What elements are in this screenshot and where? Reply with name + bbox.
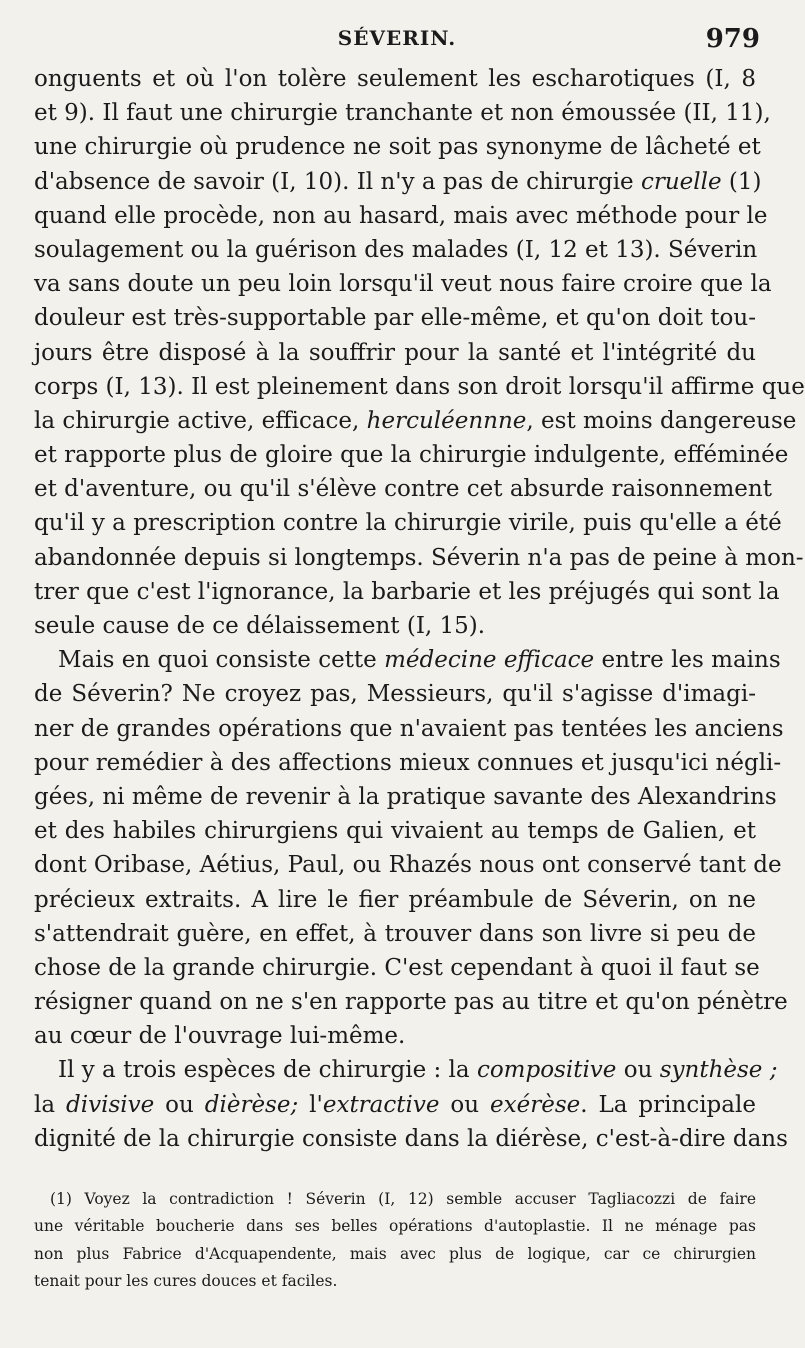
text-line: [34, 165, 762, 199]
text-segment: une chirurgie où prudence ne soit pas synonyme de lâcheté et: [34, 134, 761, 161]
text-segment: l': [298, 1091, 323, 1118]
text-segment: résigner quand on ne s'en rapporte pas au titre et qu'on pénètre: [34, 989, 788, 1016]
text-line: [34, 1053, 778, 1087]
text-line: [34, 130, 761, 164]
text-segment: Il y a trois espèces de chirurgie : la: [58, 1057, 477, 1084]
text-line: [34, 336, 756, 370]
text-line: [34, 848, 782, 882]
text-segment: et d'aventure, ou qu'il s'élève contre cet absurde raisonnement: [34, 476, 772, 503]
text-line: [34, 609, 756, 643]
text-segment: d'absence de savoir (I, 10). Il n'y a pas de chirurgie: [34, 168, 641, 195]
text-segment: et rapporte plus de gloire que la chirurgie indulgente, efféminée: [34, 442, 789, 469]
text-line: [34, 541, 804, 575]
footnotes: [34, 1186, 756, 1295]
footnote-line: non plus Fabrice d'Acquapendente, mais avec plus de logique, car ce chirurgien: [34, 1244, 756, 1263]
text-line: [34, 370, 805, 404]
text-line: [34, 404, 797, 438]
text-segment: douleur est très-supportable par elle-même, et qu'on doit tou-: [34, 305, 756, 332]
text-segment: entre les mains: [594, 647, 781, 674]
text-line: [34, 301, 756, 335]
footnote-line: (1) Voyez la contradiction ! Séverin (I, 12) semble accuser Tagliacozzi de faire: [50, 1190, 756, 1208]
text-segment: (1): [721, 168, 762, 195]
text-segment: jours être disposé à la souffrir pour la santé et l'intégrité du: [34, 339, 756, 366]
text-segment: va sans doute un peu loin lorsqu'il veut nous faire croire que la: [34, 271, 772, 298]
text-segment: au cœur de l'ouvrage lui-même.: [34, 1023, 406, 1050]
text-line: [34, 677, 756, 711]
text-segment: onguents et où l'on tolère seulement les escharotiques (I, 8: [34, 66, 756, 92]
text-segment: . La principale: [580, 1091, 756, 1118]
text-line: [34, 199, 768, 233]
text-segment: et des habiles chirurgiens qui vivaient au temps de Galien, et: [34, 818, 756, 845]
italic-text: médecine efficace: [384, 647, 595, 674]
text-segment: soulagement ou la guérison des malades (I, 12 et 13). Séverin: [34, 236, 758, 263]
text-segment: et 9). Il faut une chirurgie tranchante et non émoussée (II, 11),: [34, 100, 771, 127]
text-segment: la: [34, 1091, 67, 1118]
text-line: [34, 438, 789, 472]
footnote-line: une véritable boucherie dans ses belles opérations d'autoplastie. Il ne ménage pas: [34, 1217, 756, 1236]
text-segment: , est moins dangereuse: [526, 407, 797, 434]
text-line: [34, 985, 788, 1019]
italic-text: exérèse: [490, 1091, 581, 1118]
text-segment: dignité de la chirurgie consiste dans la diérèse, c'est-à-dire dans: [34, 1125, 788, 1152]
text-line: [34, 472, 772, 506]
text-line: [34, 233, 756, 267]
page-number: 979: [705, 24, 760, 54]
text-line: [34, 267, 772, 301]
text-line: [34, 951, 760, 985]
text-segment: de Séverin? Ne croyez pas, Messieurs, qu'il s'agisse d'imagi-: [34, 681, 756, 708]
text-line: [34, 643, 781, 677]
italic-text: synthèse ;: [659, 1057, 778, 1084]
text-line: [34, 1122, 788, 1156]
text-segment: ou: [439, 1091, 491, 1118]
text-segment: ou: [616, 1057, 660, 1084]
text-line: [34, 780, 777, 814]
italic-text: cruelle: [640, 168, 722, 195]
text-segment: quand elle procède, non au hasard, mais avec méthode pour le: [34, 202, 768, 229]
text-segment: seule cause de ce délaissement (I, 15).: [34, 613, 486, 639]
text-segment: chose de la grande chirurgie. C'est cependant à quoi il faut se: [34, 954, 760, 981]
text-line: [34, 62, 756, 96]
text-line: [34, 506, 782, 540]
text-segment: abandonnée depuis si longtemps. Séverin n'a pas de peine à mon-: [34, 544, 804, 571]
text-line: [34, 96, 771, 130]
text-segment: corps (I, 13). Il est pleinement dans son droit lorsqu'il affirme que: [34, 373, 805, 400]
text-line: [34, 712, 784, 746]
italic-text: extractive: [322, 1091, 440, 1118]
italic-text: compositive: [476, 1057, 617, 1084]
text-segment: pour remédier à des affections mieux connues et jusqu'ici négli-: [34, 749, 782, 776]
text-segment: gées, ni même de revenir à la pratique savante des Alexandrins: [34, 783, 777, 810]
italic-text: herculéennne: [366, 407, 527, 434]
text-segment: ou: [154, 1091, 205, 1118]
text-line: [34, 1088, 756, 1122]
text-line: [34, 883, 756, 917]
italic-text: divisive: [66, 1091, 155, 1118]
italic-text: dièrèse;: [204, 1091, 299, 1118]
text-line: [34, 1019, 756, 1053]
text-line: [34, 575, 780, 609]
text-segment: trer que c'est l'ignorance, la barbarie et les préjugés qui sont la: [34, 578, 780, 605]
text-line: [34, 814, 756, 848]
text-segment: s'attendrait guère, en effet, à trouver dans son livre si peu de: [34, 920, 756, 947]
footnote-line: tenait pour les cures douces et faciles.: [34, 1271, 338, 1290]
body-text: [34, 62, 805, 1156]
text-line: [34, 917, 756, 951]
text-segment: ner de grandes opérations que n'avaient pas tentées les anciens: [34, 715, 784, 742]
text-segment: dont Oribase, Aétius, Paul, ou Rhazés nous ont conservé tant de: [34, 852, 782, 879]
text-line: [34, 746, 782, 780]
text-segment: la chirurgie active, efficace,: [34, 407, 367, 434]
text-segment: qu'il y a prescription contre la chirurgie virile, puis qu'elle a été: [34, 510, 782, 537]
text-segment: Mais en quoi consiste cette: [58, 647, 385, 674]
page-header: [34, 22, 760, 58]
running-title: SÉVERIN.: [337, 26, 457, 50]
text-segment: précieux extraits. A lire le fier préambule de Séverin, on ne: [34, 886, 756, 913]
